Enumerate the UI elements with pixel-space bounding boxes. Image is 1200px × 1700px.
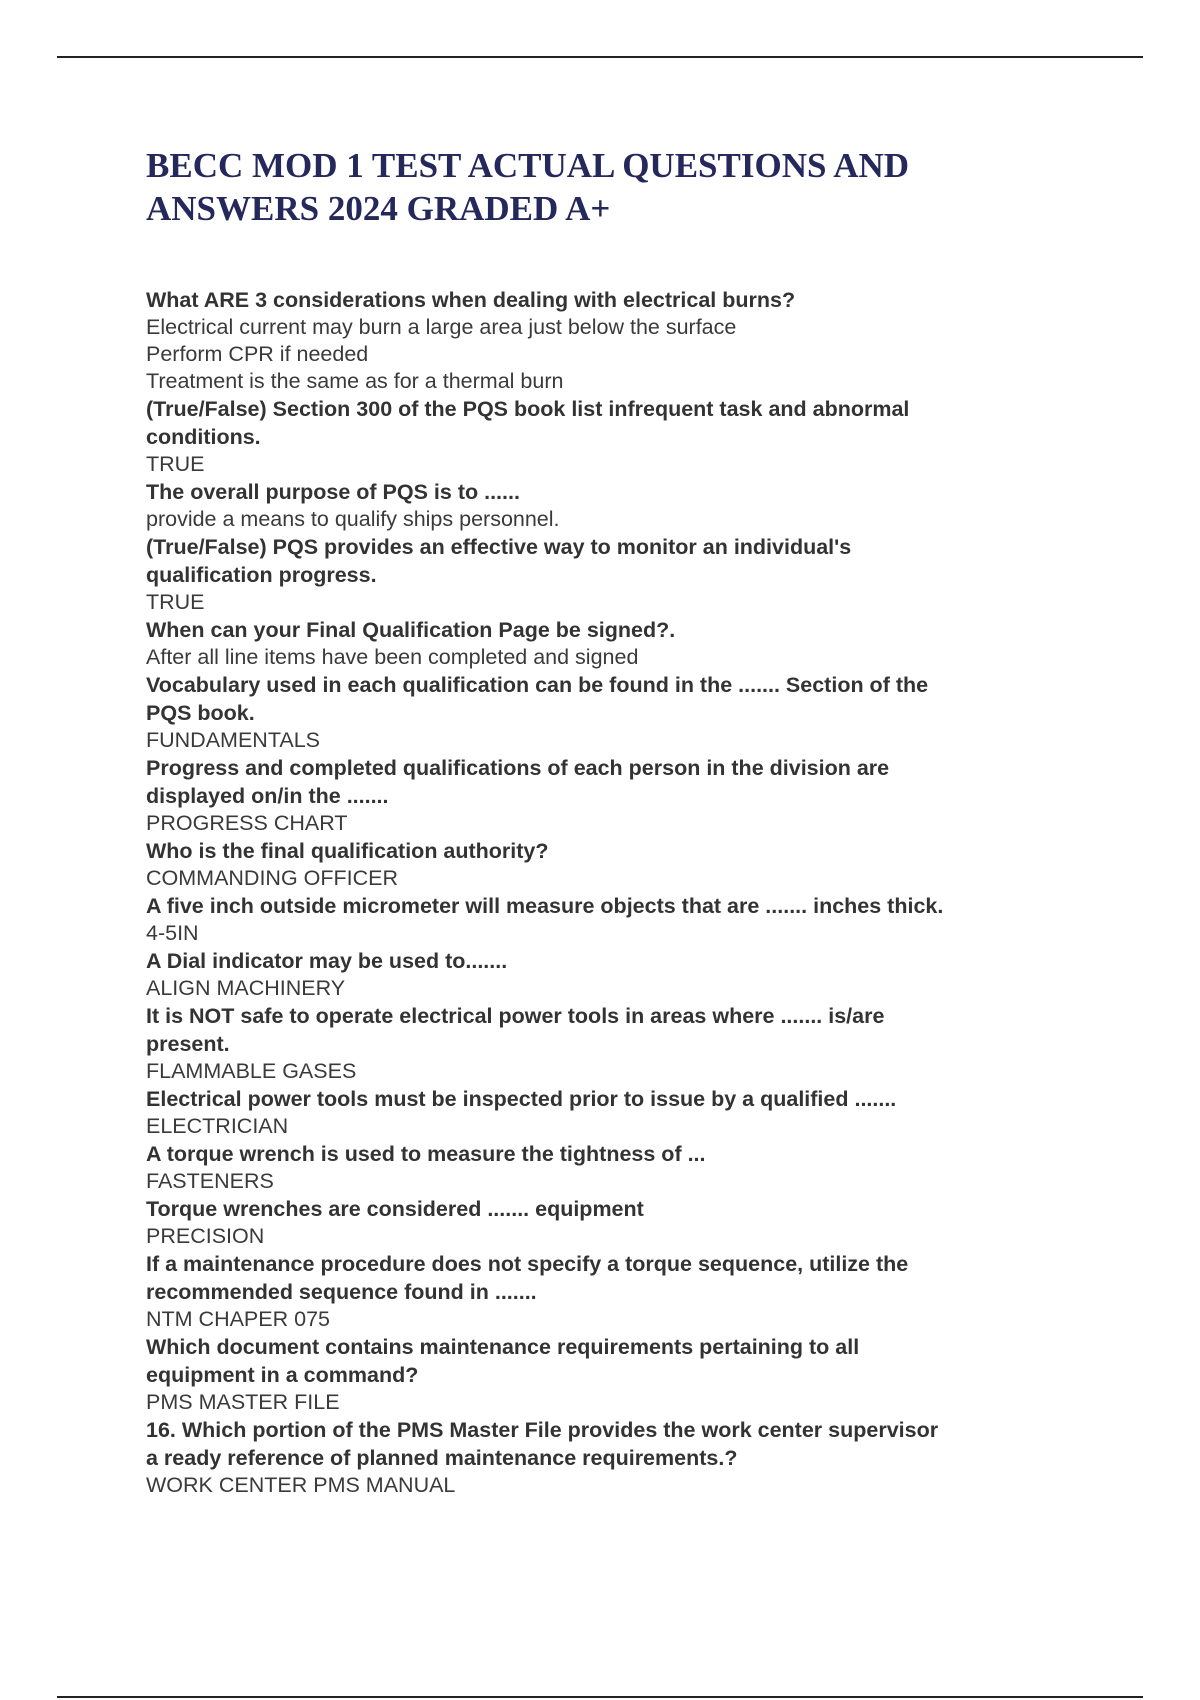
answer-text: PROGRESS CHART: [146, 811, 348, 835]
answer-text: NTM CHAPER 075: [146, 1307, 330, 1331]
question-text: When can your Final Qualification Page be signed?.: [146, 618, 676, 642]
qa-item: [146, 533, 1066, 616]
qa-item: [146, 947, 1066, 1002]
question-text: It is NOT safe to operate electrical power tools in areas where ....... is/are present.: [146, 1004, 885, 1056]
qa-item: [146, 1195, 1066, 1250]
answer-text: TRUE: [146, 590, 205, 614]
question-text: What ARE 3 considerations when dealing with electrical burns?: [146, 288, 796, 312]
qa-item: [146, 1085, 1066, 1140]
answer-text: FLAMMABLE GASES: [146, 1059, 357, 1083]
question-text: Vocabulary used in each qualification can be found in the ....... Section of the PQS book.: [146, 673, 929, 725]
qa-item: [146, 1140, 1066, 1195]
answer-text: 4-5IN: [146, 921, 199, 945]
question-text: A Dial indicator may be used to.......: [146, 949, 508, 973]
bottom-divider: [57, 1696, 1143, 1698]
answer-text: Electrical current may burn a large area just below the surface Perform CPR if needed Treatment is the same as for a thermal burn: [146, 315, 737, 393]
question-text: (True/False) Section 300 of the PQS book list infrequent task and abnormal conditions.: [146, 397, 910, 449]
qa-item: [146, 1333, 1066, 1416]
answer-text: WORK CENTER PMS MANUAL: [146, 1473, 456, 1497]
answer-text: FASTENERS: [146, 1169, 274, 1193]
qa-item: [146, 286, 1066, 395]
qa-item: [146, 754, 1066, 837]
qa-item: [146, 1250, 1066, 1333]
qa-item: [146, 1416, 1066, 1499]
qa-item: [146, 478, 1066, 533]
qa-item: [146, 616, 1066, 671]
answer-text: PMS MASTER FILE: [146, 1390, 340, 1414]
qa-item: [146, 395, 1066, 478]
answer-text: ELECTRICIAN: [146, 1114, 289, 1138]
qa-item: [146, 1002, 1066, 1085]
top-divider: [57, 56, 1143, 58]
title-line-2: ANSWERS 2024 GRADED A+: [146, 189, 611, 228]
document-title: [146, 144, 1046, 230]
answer-text: ALIGN MACHINERY: [146, 976, 346, 1000]
qa-item: [146, 671, 1066, 754]
answer-text: After all line items have been completed and signed: [146, 645, 639, 669]
question-text: Which document contains maintenance requirements pertaining to all equipment in a command?: [146, 1335, 860, 1387]
question-text: A five inch outside micrometer will measure objects that are ....... inches thick.: [146, 894, 944, 918]
answer-text: FUNDAMENTALS: [146, 728, 321, 752]
answer-text: provide a means to qualify ships personnel.: [146, 507, 560, 531]
question-text: Who is the final qualification authority?: [146, 839, 549, 863]
question-text: (True/False) PQS provides an effective way to monitor an individual's qualification progress.: [146, 535, 852, 587]
qa-item: [146, 892, 1066, 947]
answer-text: COMMANDING OFFICER: [146, 866, 399, 890]
question-text: If a maintenance procedure does not specify a torque sequence, utilize the recommended sequence found in .......: [146, 1252, 909, 1304]
question-text: Torque wrenches are considered ....... equipment: [146, 1197, 644, 1221]
title-line-1: BECC MOD 1 TEST ACTUAL QUESTIONS AND: [146, 146, 910, 185]
question-text: A torque wrench is used to measure the tightness of ...: [146, 1142, 706, 1166]
question-text: Progress and completed qualifications of each person in the division are displayed on/in the .......: [146, 756, 890, 808]
question-text: 16. Which portion of the PMS Master File provides the work center supervisor a ready reference of planned maintenance requirements.?: [146, 1418, 939, 1470]
qa-list: [146, 286, 1066, 1499]
question-text: Electrical power tools must be inspected prior to issue by a qualified .......: [146, 1087, 897, 1111]
question-text: The overall purpose of PQS is to ......: [146, 480, 520, 504]
qa-item: [146, 837, 1066, 892]
answer-text: TRUE: [146, 452, 205, 476]
answer-text: PRECISION: [146, 1224, 265, 1248]
